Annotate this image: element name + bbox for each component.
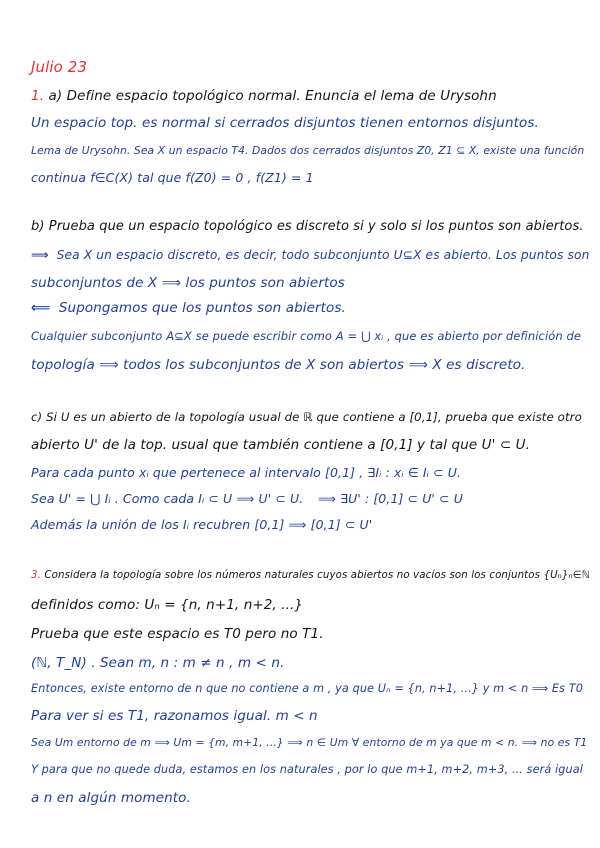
answer-3-line-1: (ℕ, T_N) . Sean m, n : m ≠ n , m < n.: [31, 655, 285, 671]
answer-1a-line-3: continua f∈C(X) tal que f(Z0) = 0 , f(Z1) = 1: [31, 170, 314, 185]
answer-1b-line-1-text: Sea X un espacio discreto, es decir, todo subconjunto U⊆X es abierto. Los puntos son: [56, 248, 590, 262]
answer-3-line-5: Y para que no quede duda, estamos en los naturales , por lo que m+1, m+2, m+3, ... será igual: [31, 763, 583, 776]
answer-3-line-3: Para ver si es T1, razonamos igual. m < n: [31, 708, 318, 724]
answer-1a-line-1: Un espacio top. es normal si cerrados disjuntos tienen entornos disjuntos.: [31, 115, 539, 131]
answer-1c-line-3: Además la unión de los Iᵢ recubren [0,1] ⟹ [0,1] ⊂ U': [31, 517, 373, 532]
answer-1b-line-1: [31, 248, 589, 262]
question-1b-prompt: b) Prueba que un espacio topológico es discreto si y solo si los puntos son abiertos.: [31, 219, 584, 234]
answer-1c-conclusion: ⟹ ∃U' : [0,1] ⊂ U' ⊂ U: [318, 491, 463, 506]
question-3-number: 3.: [31, 569, 41, 581]
page-title: Julio 23: [31, 58, 88, 76]
implies-backward-icon: ⟸: [31, 300, 51, 316]
answer-1b-line-4: Cualquier subconjunto A⊆X se puede escribir como A = ⋃ xᵢ , que es abierto por definición de: [31, 329, 582, 343]
question-1c-prompt-line-2: abierto U' de la top. usual que también contiene a [0,1] y tal que U' ⊂ U.: [31, 437, 531, 453]
question-1a: [31, 88, 497, 104]
answer-1c-line-1: Para cada punto xᵢ que pertenece al intervalo [0,1] , ∃Iᵢ : xᵢ ∈ Iᵢ ⊂ U.: [31, 465, 462, 480]
answer-3-line-4: Sea Um entorno de m ⟹ Um = {m, m+1, ...} ⟹ n ∈ Um ∀ entorno de m ya que m < n. ⟹ no es T1: [31, 736, 588, 749]
answer-3-line-6: a n en algún momento.: [31, 790, 191, 806]
answer-3-line-2: Entonces, existe entorno de n que no contiene a m , ya que Uₙ = {n, n+1, ...} y m < n ⟹ Es T0: [31, 682, 583, 695]
answer-1b-line-2: subconjuntos de X ⟹ los puntos son abiertos: [31, 275, 345, 291]
question-3-prompt-line-1: Considera la topología sobre los números naturales cuyos abiertos no vacíos son los conjuntos {Uₙ}ₙ∈ℕ: [44, 569, 591, 581]
answer-1b-line-3: [31, 300, 346, 316]
answer-1b-line-3-text: Supongamos que los puntos son abiertos.: [58, 300, 346, 316]
answer-1a-line-2: Lema de Urysohn. Sea X un espacio T4. Dados dos cerrados disjuntos Z0, Z1 ⊆ X, existe una función: [31, 144, 585, 157]
question-1-number: 1.: [31, 88, 45, 104]
question-3-line-1: [31, 569, 590, 581]
question-1a-prompt: a) Define espacio topológico normal. Enuncia el lema de Urysohn: [48, 88, 497, 104]
question-3-prompt-line-3: Prueba que este espacio es T0 pero no T1.: [31, 626, 324, 642]
question-3-prompt-line-2: definidos como: Uₙ = {n, n+1, n+2, ...}: [31, 597, 304, 613]
answer-1c-line-2: Sea U' = ⋃ Iᵢ . Como cada Iᵢ ⊂ U ⟹ U' ⊂ U.: [31, 491, 304, 506]
implies-forward-icon: ⟹: [31, 248, 49, 262]
question-1c-prompt-line-1: c) Si U es un abierto de la topología usual de ℝ que contiene a [0,1], prueba que existe otro: [31, 410, 582, 424]
answer-1b-line-5: topología ⟹ todos los subconjuntos de X son abiertos ⟹ X es discreto.: [31, 357, 526, 373]
